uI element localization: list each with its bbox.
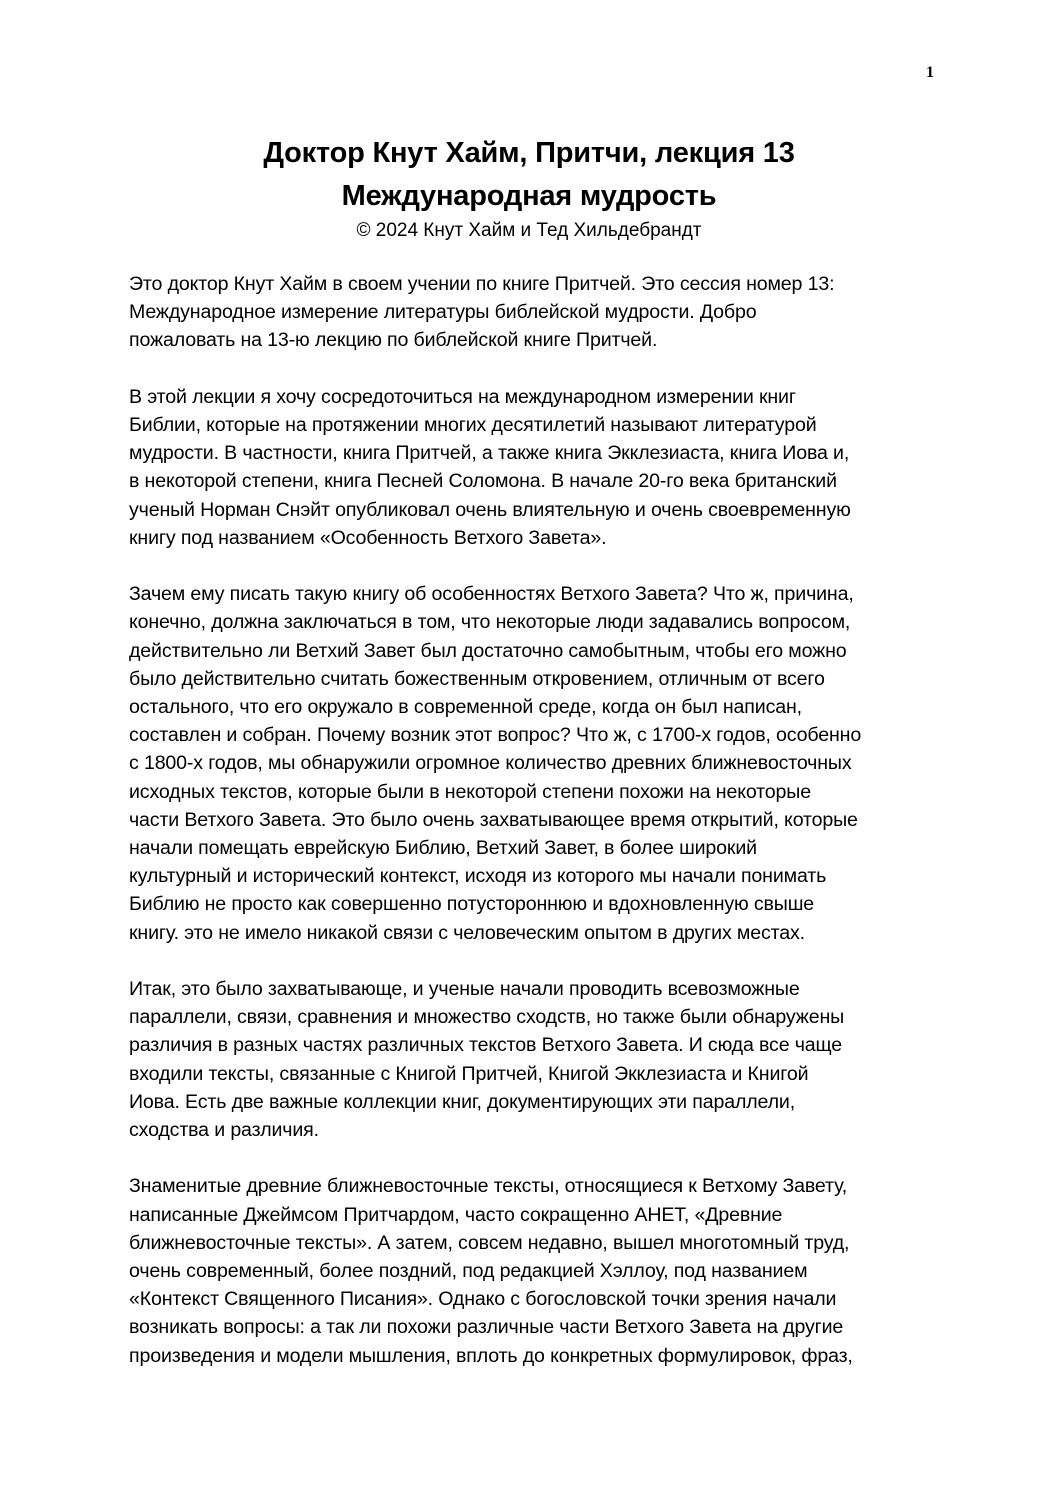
paragraph-line: действительно ли Ветхий Завет был достаточно самобытным, чтобы его можно: [129, 639, 847, 662]
paragraph-line: параллели, связи, сравнения и множество сходств, но также были обнаружены: [129, 1006, 845, 1029]
copyright-notice: © 2024 Кнут Хайм и Тед Хильдебрандт: [356, 220, 702, 241]
paragraph-line: культурный и исторический контекст, исходя из которого мы начали понимать: [129, 865, 827, 888]
paragraph-line: Это доктор Кнут Хайм в своем учении по книге Притчей. Это сессия номер 13:: [129, 273, 835, 295]
paragraph-line: Библии, которые на протяжении многих десятилетий называют литературой: [129, 414, 817, 436]
paragraph-line: было действительно считать божественным откровением, отличным от всего: [129, 667, 825, 690]
paragraph-line: Знаменитые древние ближневосточные тексты, относящиеся к Ветхому Завету,: [129, 1175, 848, 1198]
paragraph-line: Международное измерение литературы библейской мудрости. Добро: [129, 301, 757, 324]
paragraph-line: пожаловать на 13-ю лекцию по библейской книге Притчей.: [129, 329, 658, 352]
paragraph: [129, 1172, 935, 1369]
document-body: [129, 270, 935, 1398]
paragraph-line: Итак, это было захватывающе, и ученые начали проводить всевозможные: [129, 978, 800, 1001]
paragraph-line: составлен и собран. Почему возник этот вопрос? Что ж, с 1700-х годов, особенно: [129, 724, 862, 747]
paragraph: [129, 580, 935, 947]
paragraph-line: книгу. это не имело никакой связи с человеческим опытом в других местах.: [129, 921, 805, 944]
paragraph-line: сходства и различия.: [129, 1119, 319, 1142]
document-title-line-2: Международная мудрость: [341, 180, 717, 212]
paragraph-line: Иова. Есть две важные коллекции книг, документирующих эти параллели,: [129, 1090, 796, 1113]
paragraph-line: в некоторой степени, книга Песней Соломона. В начале 20-го века британский: [129, 470, 837, 493]
paragraph-line: ученый Норман Снэйт опубликовал очень влиятельную и очень своевременную: [129, 498, 851, 521]
paragraph-line: очень современный, более поздний, под редакцией Хэллоу, под названием: [129, 1260, 808, 1283]
paragraph-line: «Контекст Священного Писания». Однако с богословской точки зрения начали: [129, 1288, 837, 1311]
paragraph-line: мудрости. В частности, книга Притчей, а также книга Экклезиаста, книга Иова и,: [129, 442, 850, 465]
paragraph: [129, 270, 935, 355]
paragraph-line: написанные Джеймсом Притчардом, часто сокращенно АНЕТ, «Древние: [129, 1203, 783, 1226]
paragraph-line: Библию не просто как совершенно потустороннюю и вдохновленную свыше: [129, 893, 815, 916]
paragraph-line: В этой лекции я хочу сосредоточиться на международном измерении книг: [129, 385, 796, 408]
paragraph-line: возникать вопросы: а так ли похожи различные части Ветхого Завета на другие: [129, 1316, 844, 1339]
paragraph-line: произведения и модели мышления, вплоть до конкретных формулировок, фраз,: [129, 1344, 853, 1367]
document-header: [0, 132, 1058, 244]
paragraph: [129, 383, 935, 552]
paragraph-line: исходных текстов, которые были в некоторой степени похожи на некоторые: [129, 780, 811, 803]
paragraph-line: ближневосточные тексты». А затем, совсем недавно, вышел многотомный труд,: [129, 1231, 850, 1254]
paragraph-line: книгу под названием «Особенность Ветхого Завета».: [129, 526, 607, 549]
paragraph-line: части Ветхого Завета. Это было очень захватывающее время открытий, которые: [129, 808, 858, 831]
paragraph-line: Зачем ему писать такую книгу об особенностях Ветхого Завета? Что ж, причина,: [129, 583, 854, 606]
paragraph-line: остального, что его окружало в современной среде, когда он был написан,: [129, 696, 802, 719]
document-title-line-1: Доктор Кнут Хайм, Притчи, лекция 13: [263, 137, 795, 169]
paragraph-line: входили тексты, связанные с Книгой Притчей, Книгой Экклезиаста и Книгой: [129, 1062, 809, 1085]
paragraph: [129, 975, 935, 1144]
paragraph-line: с 1800-х годов, мы обнаружили огромное количество древних ближневосточных: [129, 752, 852, 775]
paragraph-line: конечно, должна заключаться в том, что некоторые люди задавались вопросом,: [129, 611, 851, 634]
paragraph-line: различия в разных частях различных текстов Ветхого Завета. И сюда все чаще: [129, 1034, 843, 1057]
page-number: 1: [926, 64, 934, 81]
paragraph-line: начали помещать еврейскую Библию, Ветхий Завет, в более широкий: [129, 837, 757, 860]
